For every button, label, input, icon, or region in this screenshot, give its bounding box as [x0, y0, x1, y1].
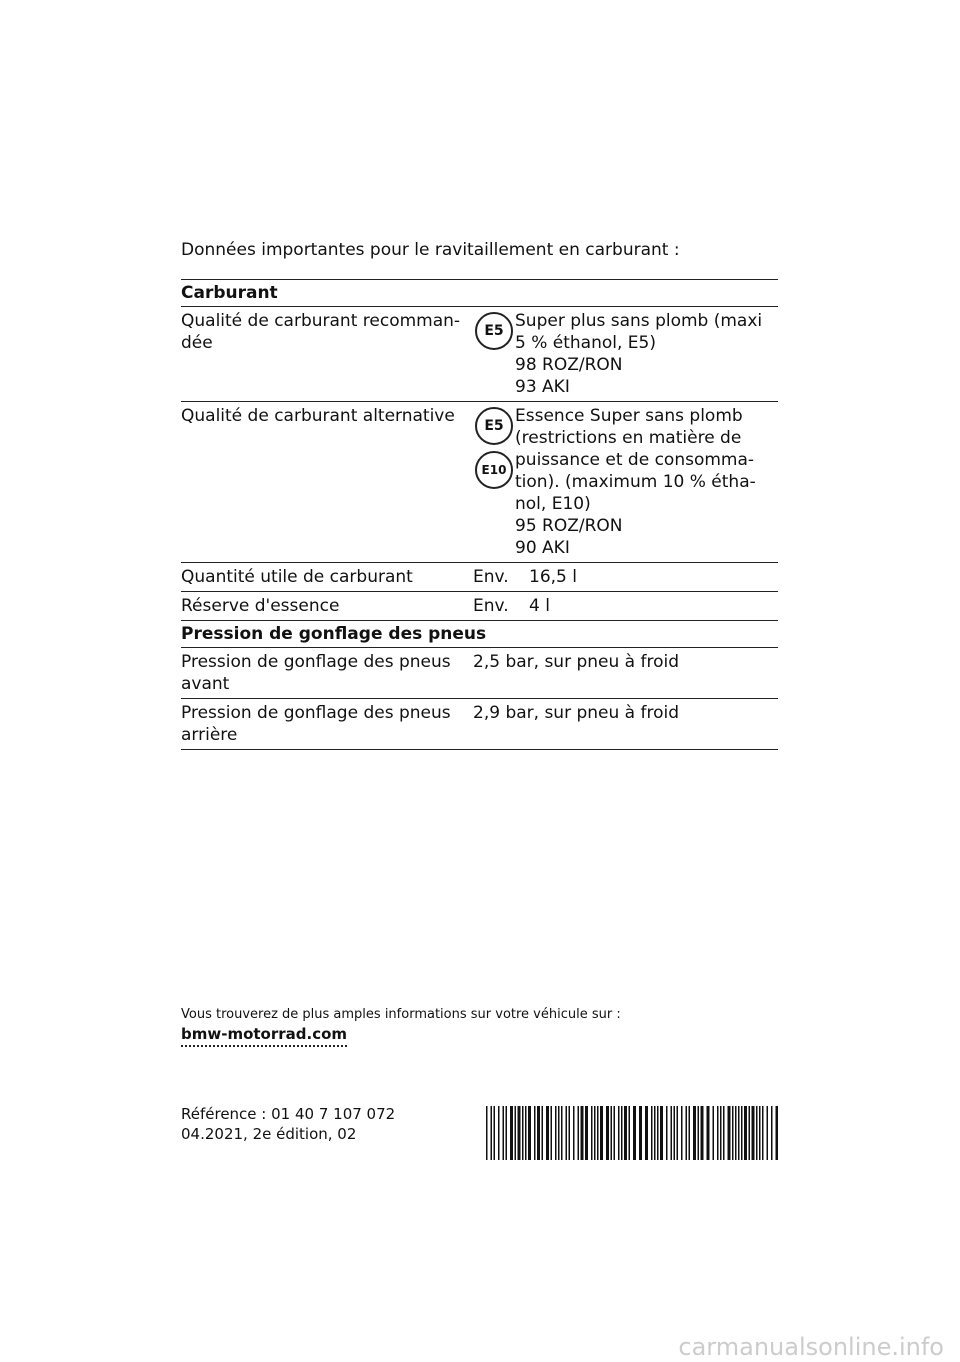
reference-number: Référence : 01 40 7 107 072 — [181, 1105, 396, 1123]
section-title: Carburant — [181, 280, 778, 307]
table-row — [181, 402, 778, 563]
row-value — [515, 402, 778, 563]
value-line: (restrictions en matière de — [515, 428, 742, 448]
barcode-icon — [484, 1106, 778, 1160]
section-header-fuel — [181, 280, 778, 307]
section-title: Pression de gonflage des pneus — [181, 621, 778, 648]
row-value — [473, 563, 778, 592]
watermark-text: carmanualsonline.info — [678, 1333, 944, 1361]
row-label — [181, 307, 473, 402]
more-info-text: Vous trouverez de plus amples informations sur votre véhicule sur : — [181, 1007, 621, 1022]
row-label-line: arrière — [181, 725, 238, 745]
value-line: nol, E10) — [515, 494, 591, 514]
row-label-line: avant — [181, 674, 230, 694]
table-row — [181, 648, 778, 699]
value-line: 90 AKI — [515, 538, 570, 558]
intro-text: Données importantes pour le ravitaillement en carburant : — [181, 240, 680, 260]
reference-block — [181, 1104, 395, 1144]
approx-prefix: Env. — [473, 596, 509, 616]
value-line: Essence Super sans plomb — [515, 406, 743, 426]
value-line: 98 ROZ/RON — [515, 355, 623, 375]
row-label — [181, 648, 473, 699]
row-label — [181, 699, 473, 750]
table-row — [181, 699, 778, 750]
e5-fuel-icon: E5 — [475, 407, 513, 445]
value-line: Super plus sans plomb (maxi — [515, 311, 763, 331]
row-label-line: Qualité de carburant recomman- — [181, 311, 461, 331]
value-line: 95 ROZ/RON — [515, 516, 623, 536]
value-text: 16,5 l — [529, 567, 577, 587]
row-value — [473, 592, 778, 621]
table-row — [181, 307, 778, 402]
row-label: Qualité de carburant alternative — [181, 402, 473, 563]
value-line: tion). (maximum 10 % étha- — [515, 472, 756, 492]
fuel-icons — [473, 307, 515, 402]
fuel-data-table — [181, 279, 778, 750]
row-label-line: dée — [181, 333, 213, 353]
table-row — [181, 592, 778, 621]
value-line: 93 AKI — [515, 377, 570, 397]
row-label: Quantité utile de carburant — [181, 563, 473, 592]
value-line: 5 % éthanol, E5) — [515, 333, 656, 353]
value-line: puissance et de consomma- — [515, 450, 755, 470]
e10-fuel-icon: E10 — [475, 451, 513, 489]
value-text: 4 l — [529, 596, 550, 616]
approx-prefix: Env. — [473, 567, 509, 587]
table-row — [181, 563, 778, 592]
edition-info: 04.2021, 2e édition, 02 — [181, 1125, 357, 1143]
e5-fuel-icon: E5 — [475, 312, 513, 350]
row-label-line: Pression de gonflage des pneus — [181, 703, 451, 723]
row-label-line: Pression de gonflage des pneus — [181, 652, 451, 672]
row-value: 2,9 bar, sur pneu à froid — [473, 699, 778, 750]
row-value — [515, 307, 778, 402]
section-header-tyres — [181, 621, 778, 648]
row-label: Réserve d'essence — [181, 592, 473, 621]
website-link[interactable]: bmw-motorrad.com — [181, 1025, 347, 1047]
row-value: 2,5 bar, sur pneu à froid — [473, 648, 778, 699]
fuel-icons — [473, 402, 515, 563]
